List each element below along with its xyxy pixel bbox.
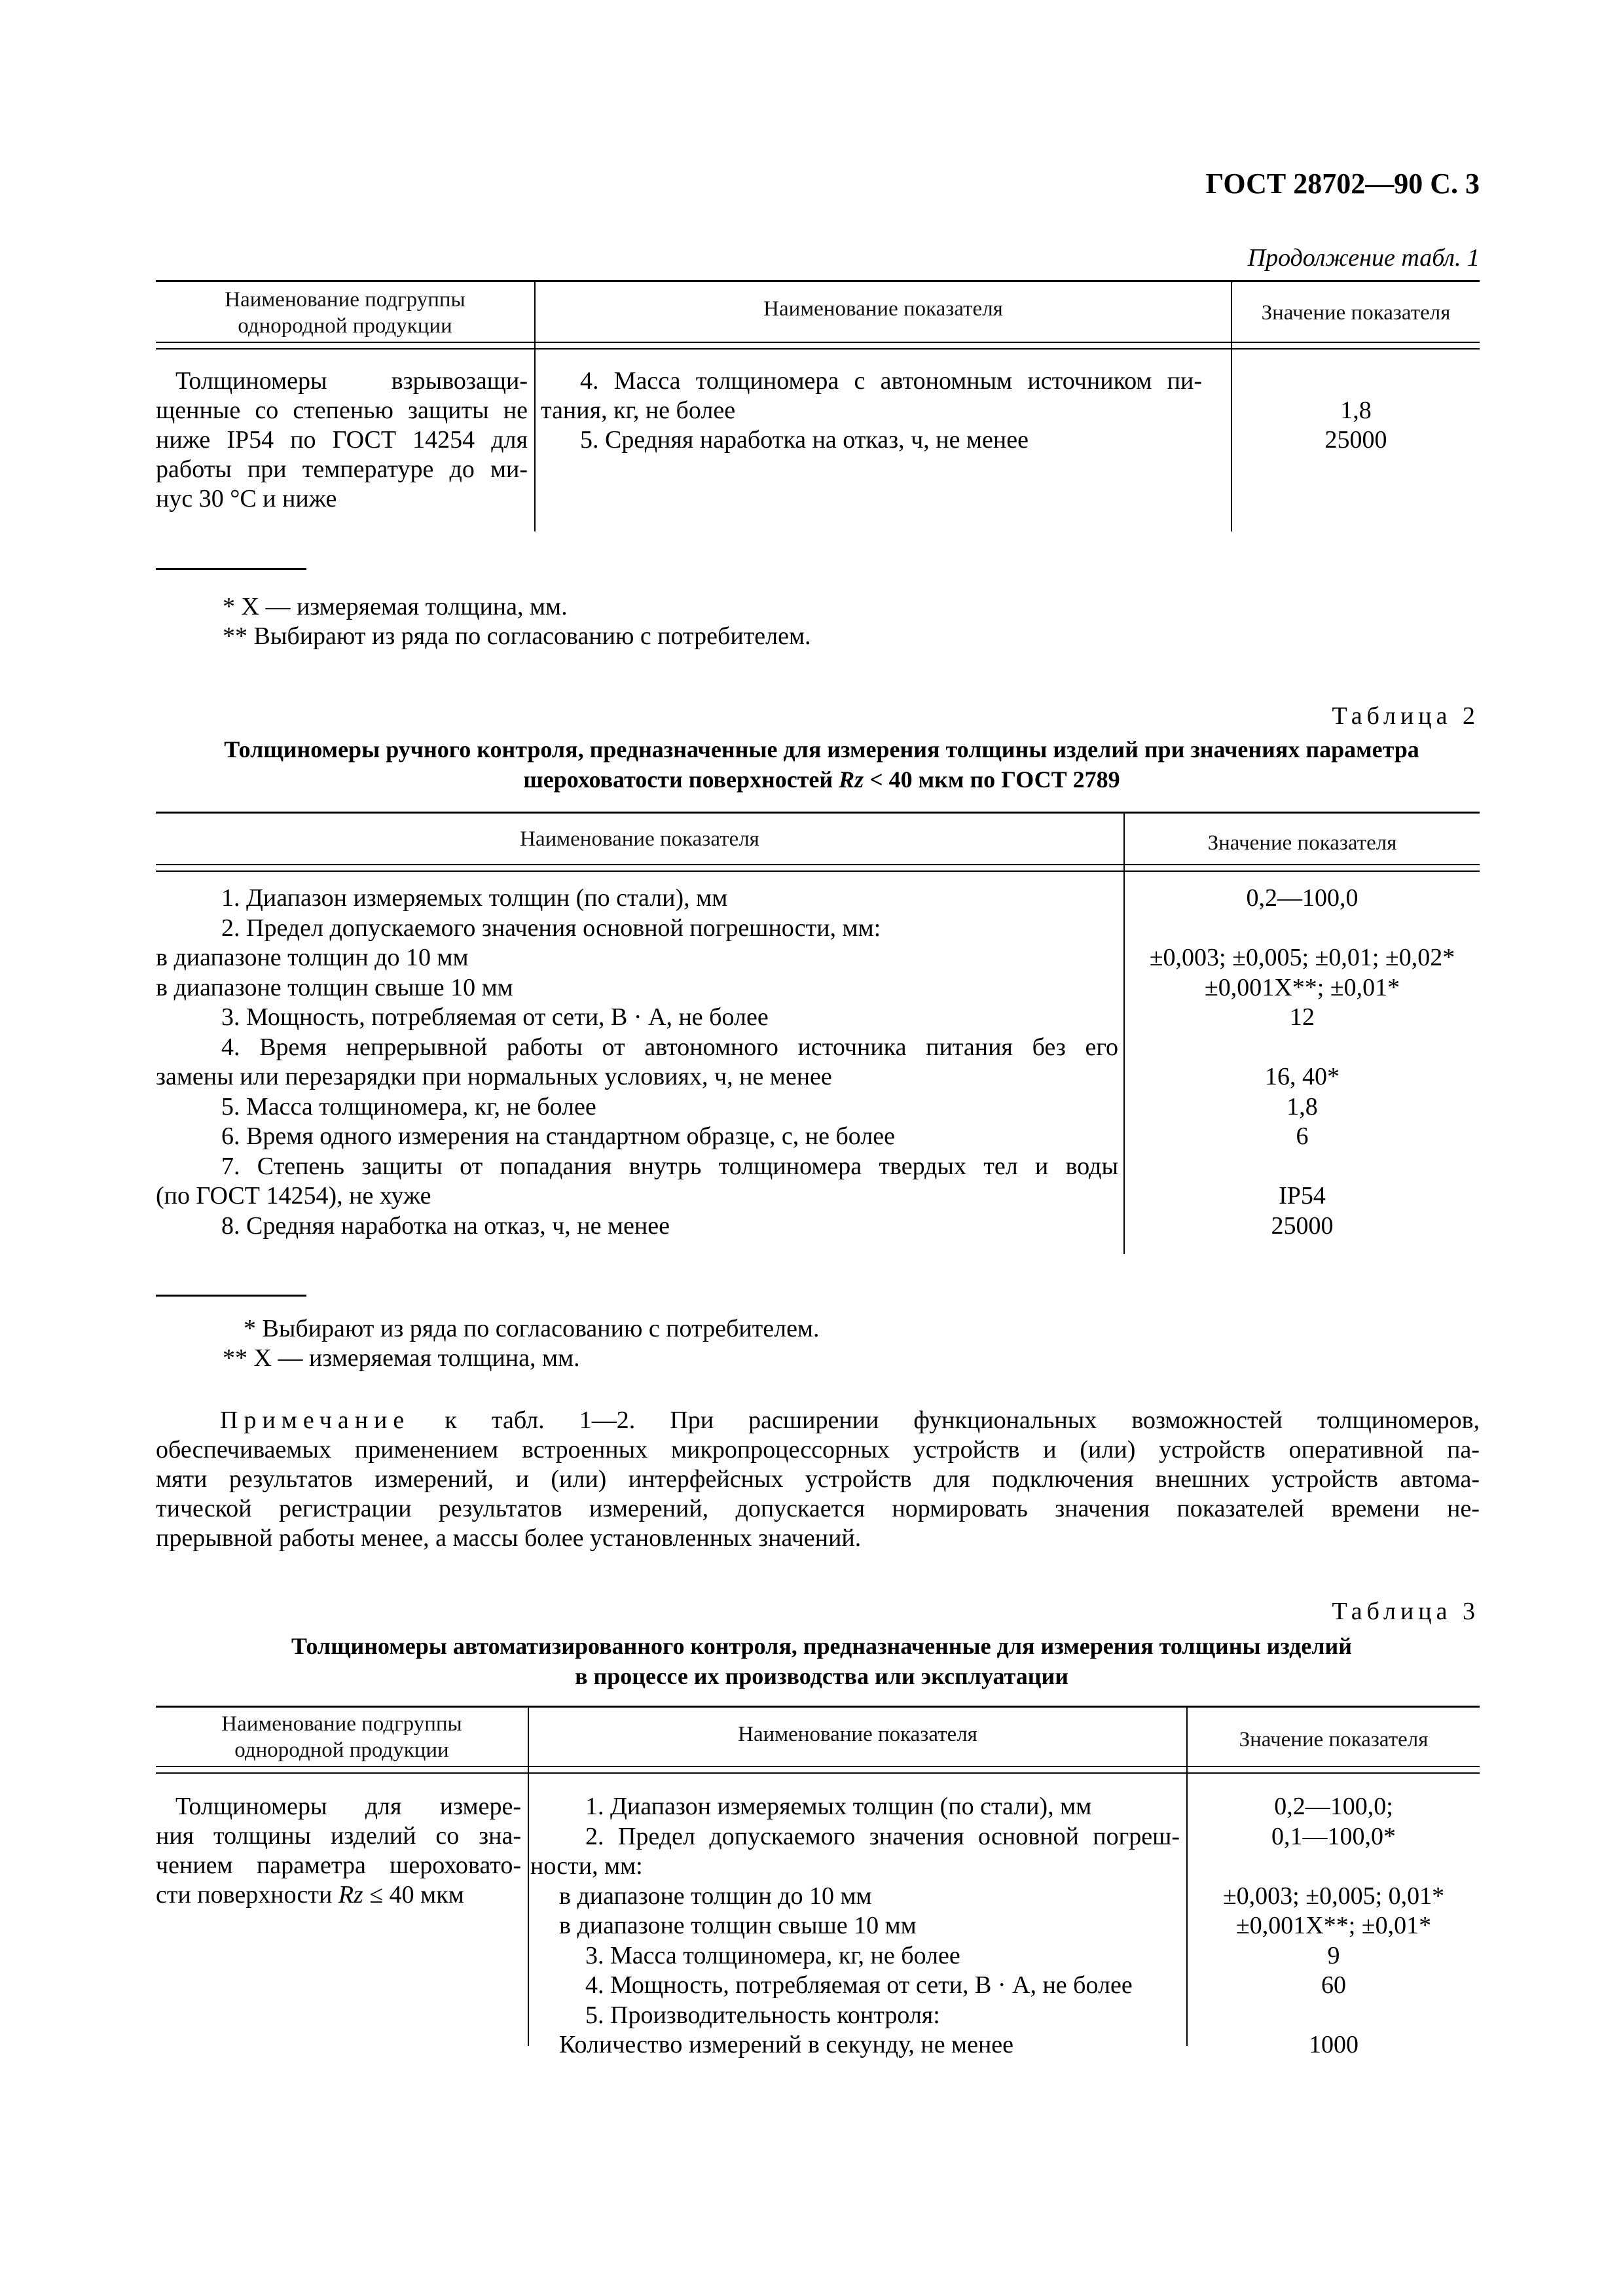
doc-reference: ГОСТ 28702—90 С. 3	[1205, 168, 1480, 200]
table3-header-indicator: Наименование показателя	[738, 1723, 977, 1746]
cell-line: 6. Время одного измерения на стандартном образце, с, не более	[221, 1122, 896, 1150]
cell-line: Количество измерений в секунду, не менее	[559, 2031, 1014, 2058]
cell-value: 9	[1327, 1941, 1340, 1969]
cell-line: 4. Масса толщиномера с автономным источником пи-	[580, 367, 1202, 395]
table-continuation-label: Продолжение табл. 1	[1247, 244, 1480, 272]
cell-line: тания, кг, не более	[541, 397, 736, 424]
cell-line: замены или перезарядки при нормальных условиях, ч, не менее	[156, 1063, 832, 1090]
cell-line: 1. Диапазон измеряемых толщин (по стали), мм	[221, 884, 728, 912]
cell-value: ±0,001X**; ±0,01*	[1235, 1912, 1432, 1939]
cell-value: 60	[1321, 1971, 1346, 1999]
table1-header-indicator: Наименование показателя	[763, 297, 1003, 321]
table3-col-divider-1	[528, 1706, 529, 2046]
cell-line: Толщиномеры для измере-	[175, 1793, 521, 1820]
cell-line: 3. Масса толщиномера, кг, не более	[585, 1941, 960, 1969]
table3-label: Таблица 3	[1332, 1598, 1480, 1625]
note-label: Примечание	[220, 1407, 410, 1434]
cell-line: в диапазоне толщин до 10 мм	[559, 1882, 872, 1910]
table1-value-cell	[1232, 396, 1480, 455]
cell-line: (по ГОСТ 14254), не хуже	[156, 1182, 431, 1210]
cell-line: в диапазоне толщин до 10 мм	[156, 944, 469, 971]
cell-line: 5. Масса толщиномера, кг, не более	[221, 1092, 596, 1121]
table3-header-value: Значение показателя	[1239, 1728, 1429, 1751]
header-line: Наименование подгруппы	[221, 1712, 462, 1736]
cell-line: 3. Мощность, потребляемая от сети, В · А, не более	[221, 1003, 769, 1031]
table3-header-subgroup	[156, 1711, 528, 1763]
footnote-1a: * X — измеряемая толщина, мм.	[223, 593, 568, 620]
cell-value: ±0,003; ±0,005; ±0,01; ±0,02*	[1149, 944, 1455, 971]
cell-line: в диапазоне толщин свыше 10 мм	[156, 973, 513, 1001]
cell-value: 1,8	[1286, 1092, 1318, 1121]
cell-line: Толщиномеры взрывозащи-	[175, 367, 528, 395]
table2-title	[164, 734, 1480, 795]
table1-header-subgroup	[156, 287, 534, 339]
table2-header-value: Значение показателя	[1207, 831, 1397, 855]
cell-line: работы при температуре до ми-	[156, 456, 528, 483]
cell-line: 2. Предел допускаемого значения основной погреш-	[585, 1822, 1180, 1850]
footnote-2b: ** X — измеряемая толщина, мм.	[223, 1344, 580, 1372]
table1-header-rule-1	[156, 342, 1480, 343]
cell-value: 16, 40*	[1265, 1063, 1340, 1090]
table2-header-rule-1	[156, 864, 1480, 865]
table3-top-rule	[156, 1706, 1480, 1708]
note-line: к табл. 1—2. При расширении функциональных возможностей толщиномеров,	[445, 1407, 1480, 1434]
cell-line: 4. Мощность, потребляемая от сети, В · А, не более	[585, 1971, 1133, 1999]
title-line: в процессе их производства или эксплуатации	[575, 1663, 1068, 1689]
table2-label: Таблица 2	[1332, 702, 1480, 730]
footnote-1b: ** Выбирают из ряда по согласованию с потребителем.	[223, 622, 811, 650]
note-line: прерывной работы менее, а массы более установленных значений.	[156, 1524, 862, 1552]
table2-header-indicator: Наименование показателя	[520, 827, 759, 851]
table1-indicator-cell	[541, 367, 1202, 455]
title-part: шероховатости поверхностей	[523, 766, 833, 793]
header-line: Наименование подгруппы	[225, 288, 465, 312]
title-line: Толщиномеры автоматизированного контроля, предназначенные для измерения толщины изделий	[291, 1633, 1353, 1659]
cell-value: 0,2—100,0	[1246, 884, 1359, 912]
note-line: обеспечиваемых применением встроенных микропроцессорных устройств и (или) устройств оперативной па-	[156, 1436, 1480, 1463]
cell-line: 5. Средняя наработка на отказ, ч, не менее	[580, 426, 1029, 454]
cell-value: 1,8	[1340, 397, 1372, 424]
header-line: однородной продукции	[238, 314, 452, 338]
cell-line: 4. Время непрерывной работы от автономного источника питания без его	[221, 1033, 1118, 1061]
cell-value: 1000	[1309, 2031, 1359, 2058]
cell-line: в диапазоне толщин свыше 10 мм	[559, 1912, 917, 1939]
table3-header-rule-1	[156, 1766, 1480, 1767]
title-part: < 40 мкм по ГОСТ 2789	[869, 766, 1120, 793]
cell-line: 2. Предел допускаемого значения основной погрешности, мм:	[221, 914, 881, 942]
table3-value-cell	[1188, 1792, 1480, 2060]
table2-value-cell	[1125, 884, 1480, 1241]
cell-line: 1. Диапазон измеряемых толщин (по стали), мм	[585, 1793, 1092, 1820]
cell-line: чением параметра шероховато-	[156, 1852, 521, 1879]
cell-value: 0,2—100,0;	[1274, 1793, 1393, 1820]
cell-line: 8. Средняя наработка на отказ, ч, не менее	[221, 1211, 670, 1240]
cell-value: IP54	[1279, 1182, 1326, 1210]
cell-line: 7. Степень защиты от попадания внутрь толщиномера твердых тел и воды	[221, 1152, 1118, 1180]
cell-value: ±0,001X**; ±0,01*	[1204, 973, 1400, 1001]
footnote-rule-2	[156, 1295, 306, 1297]
note-first-line	[156, 1406, 1480, 1435]
note-paragraph	[156, 1406, 1480, 1553]
table3-header-rule-2	[156, 1772, 1480, 1774]
cell-value: 0,1—100,0*	[1271, 1822, 1396, 1850]
title-line: Толщиномеры ручного контроля, предназначенные для измерения толщины изделий при значениях параметра	[224, 736, 1419, 762]
cell-line: щенные со степенью защиты не	[156, 397, 528, 424]
table3-indicator-cell	[530, 1792, 1180, 2060]
table1-subgroup-cell	[156, 367, 528, 514]
table2-indicator-cell	[156, 884, 1118, 1241]
cell-value: ±0,003; ±0,005; 0,01*	[1222, 1882, 1445, 1910]
cell-line: 5. Производительность контроля:	[585, 2001, 940, 2029]
table3-title	[164, 1631, 1480, 1691]
table2-header-rule-2	[156, 870, 1480, 872]
cell-value: 6	[1296, 1122, 1309, 1150]
footnote-2a: * Выбирают из ряда по согласованию с потребителем.	[244, 1315, 820, 1342]
cell-line: нус 30 °С и ниже	[156, 485, 337, 512]
footnote-rule-1	[156, 568, 306, 570]
cell-line: ниже IP54 по ГОСТ 14254 для	[156, 426, 528, 454]
cell-part: ≤ 40 мкм	[369, 1881, 464, 1909]
title-symbol: Rz	[839, 766, 864, 793]
table3-subgroup-cell	[156, 1792, 521, 1910]
cell-symbol: Rz	[338, 1881, 363, 1909]
cell-value: 25000	[1271, 1211, 1334, 1240]
cell-part: сти поверхности	[156, 1881, 333, 1909]
note-line: мяти результатов измерений, и (или) интерфейсных устройств для подключения внешних устройств автома-	[156, 1465, 1480, 1493]
cell-value: 25000	[1324, 426, 1387, 454]
table1-top-rule	[156, 280, 1480, 282]
cell-line	[156, 1880, 521, 1910]
table2-top-rule	[156, 812, 1480, 814]
note-line: тической регистрации результатов измерений, допускается нормировать значения показателей времени не-	[156, 1495, 1480, 1522]
table1-header-value: Значение показателя	[1261, 301, 1451, 325]
header-line: однородной продукции	[234, 1738, 449, 1762]
title-line	[164, 764, 1480, 795]
cell-line: ности, мм:	[530, 1852, 643, 1880]
table1-header-rule-2	[156, 348, 1480, 350]
cell-value: 12	[1290, 1003, 1315, 1031]
cell-line: ния толщины изделий со зна-	[156, 1822, 521, 1850]
